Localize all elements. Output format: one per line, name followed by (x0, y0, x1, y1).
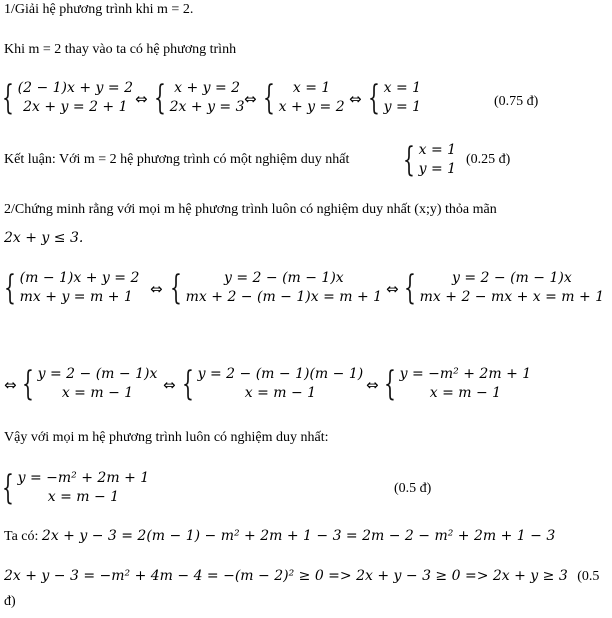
score-label: (0.25 đ) (466, 152, 511, 167)
statement-text: Vậy với mọi m hệ phương trình luôn có nghiệm duy nhất: (4, 430, 329, 445)
system-row: x + y = 2 (278, 99, 345, 115)
calc-label: Ta có: (4, 529, 39, 544)
system-row: x = m − 1 (47, 489, 120, 505)
conclusion-text: Kết luận: Với m = 2 hệ phương trình có một nghiệm duy nhất (4, 152, 350, 167)
system-5 (403, 140, 456, 180)
brace-icon: { (154, 78, 166, 118)
system-row: x = 1 (418, 142, 457, 158)
system-row: x = m − 1 (244, 385, 317, 401)
brace-icon: { (368, 78, 380, 118)
system-row: x = m − 1 (429, 385, 502, 401)
system-row: (m − 1)x + y = 2 (19, 270, 140, 286)
equivalence-symbol: ⇔ (349, 90, 362, 108)
calc-line-2 (4, 568, 599, 585)
brace-icon: { (2, 468, 14, 508)
score-label: (0.75 đ) (494, 94, 539, 109)
system-row: x = 1 (383, 80, 422, 96)
system-g (2, 468, 149, 508)
equivalence-symbol: ⇔ (135, 90, 148, 108)
system-1 (2, 78, 133, 118)
system-row: y = −m² + 2m + 1 (17, 470, 150, 486)
equivalence-symbol: ⇔ (150, 280, 163, 298)
part1-heading: 1/Giải hệ phương trình khi m = 2. (4, 2, 194, 17)
calc-line-1 (4, 528, 555, 545)
system-f (384, 364, 531, 404)
brace-icon: { (22, 364, 34, 404)
system-c (404, 268, 604, 308)
score-label: (0.5 (577, 569, 600, 584)
system-row: y = −m² + 2m + 1 (399, 366, 532, 382)
system-row: mx + y = m + 1 (19, 289, 133, 305)
system-row: 2x + y = 3 (169, 99, 245, 115)
system-3 (263, 78, 345, 118)
system-row: x = 1 (292, 80, 331, 96)
brace-icon: { (182, 364, 194, 404)
system-row: (2 − 1)x + y = 2 (17, 80, 133, 96)
score-label: (0.5 đ) (394, 481, 432, 496)
equivalence-symbol: ⇔ (4, 376, 17, 394)
system-row: mx + 2 − (m − 1)x = m + 1 (185, 289, 383, 305)
system-row: y = 2 − (m − 1)x (223, 270, 344, 286)
system-4 (368, 78, 421, 118)
system-d (22, 364, 157, 404)
score-label-wrap: đ) (4, 594, 16, 609)
brace-icon: { (403, 140, 415, 180)
brace-icon: { (384, 364, 396, 404)
part2-condition: 2x + y ≤ 3. (4, 230, 84, 246)
system-b (170, 268, 382, 308)
equivalence-symbol: ⇔ (163, 376, 176, 394)
system-row: 2x + y = 2 + 1 (23, 99, 128, 115)
system-row: y = 1 (383, 99, 422, 115)
brace-icon: { (404, 268, 416, 308)
calc-expression: 2x + y − 3 = 2(m − 1) − m² + 2m + 1 − 3 = 2m − 2 − m² + 2m + 1 − 3 (41, 528, 556, 544)
system-2 (154, 78, 245, 118)
equivalence-symbol: ⇔ (244, 90, 257, 108)
system-row: y = 2 − (m − 1)x (37, 366, 158, 382)
system-e (182, 364, 363, 404)
brace-icon: { (263, 78, 275, 118)
system-row: mx + 2 − mx + x = m + 1 (419, 289, 605, 305)
brace-icon: { (4, 268, 16, 308)
equivalence-symbol: ⇔ (366, 376, 379, 394)
system-row: x = m − 1 (61, 385, 134, 401)
system-row: y = 2 − (m − 1)(m − 1) (197, 366, 364, 382)
calc-expression: 2x + y − 3 = −m² + 4m − 4 = −(m − 2)² ≥ 0 => 2x + y − 3 ≥ 0 => 2x + y ≥ 3 (4, 568, 568, 584)
part2-heading: 2/Chứng minh rằng với mọi m hệ phương trình luôn có nghiệm duy nhất (x;y) thỏa mãn (4, 202, 497, 217)
part1-intro: Khi m = 2 thay vào ta có hệ phương trình (4, 42, 237, 57)
system-a (4, 268, 139, 308)
brace-icon: { (2, 78, 14, 118)
system-row: x + y = 2 (174, 80, 241, 96)
brace-icon: { (170, 268, 182, 308)
system-row: y = 1 (418, 161, 457, 177)
system-row: y = 2 − (m − 1)x (452, 270, 572, 286)
equivalence-symbol: ⇔ (386, 280, 399, 298)
